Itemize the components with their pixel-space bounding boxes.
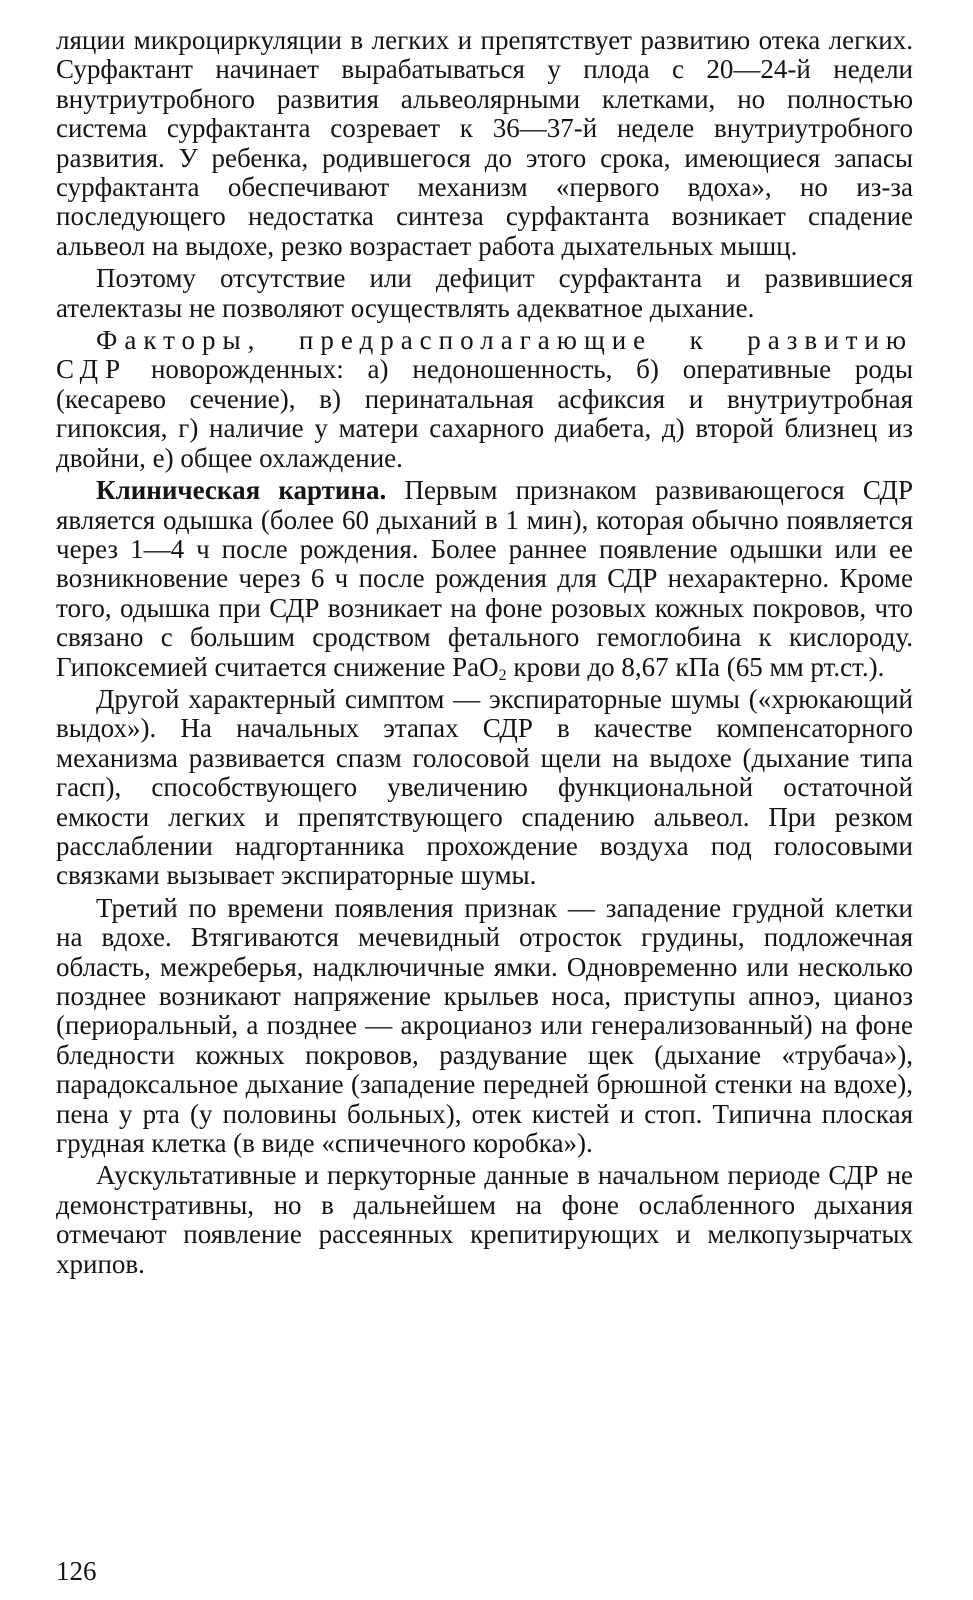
paragraph-auscultation: Аускультативные и перкуторные данные в начальном периоде СДР не демонстративны, но в дальнейшем на фоне ослабленного дыхания отмечают появление рассеянных крепитирующих и мелкопузырчатых хрипов. [56,1160,913,1279]
clinical-picture-heading: Клиническая картина. [96,475,387,506]
paragraph-chest-retraction: Третий по времени появления признак — западение грудной клетки на вдохе. Втягиваются мечевидный отросток грудины, подложечная область, межреберья, надключичные ямки. Одновременно или несколько позднее возникают напряжение крыльев носа, приступы апноэ, цианоз (периоральный, а позднее — акроцианоз или генерализованный) на фоне бледности кожных покровов, раздувание щек (дыхание «трубача»), парадоксальное дыхание (западение передней брюшной стенки на вдохе), пена у рта (у половины больных), отек кистей и стоп. Типична плоская грудная клетка (в виде «спичечного коробка»). [56,892,913,1159]
paragraph-surfactant-deficit: Поэтому отсутствие или дефицит сурфактанта и развившиеся ателектазы не позволяют осуществлять адекватное дыхание. [56,263,913,323]
page-body [56,26,913,1279]
risk-factors-text: новорожденных: а) недоношенность, б) оперативные роды (кесарево сечение), в) перинатальная асфиксия и внутриутробная гипоксия, г) наличие у матери сахарного диабета, д) второй близнец из двойни, е) общее охлаждение. [56,354,913,473]
paragraph-risk-factors [56,326,913,473]
paragraph-clinical-picture [56,476,913,682]
pao2-subscript: 2 [498,666,507,684]
paragraph-surfactant-continuation: ляции микроциркуляции в легких и препятствует развитию отека легких. Сурфактант начинает вырабатываться у плода с 20—24-й недели внутриутробного развития альвеолярными клетками, но полностью система сурфактанта созревает к 36—37-й неделе внутриутробного развития. У ребенка, родившегося до этого срока, имеющиеся запасы сурфактанта обеспечивают механизм «первого вдоха», но из-за последующего недостатка синтеза сурфактанта возникает спадение альвеол на выдохе, резко возрастает работа дыхательных мышц. [56,25,913,261]
page-number: 126 [56,1556,97,1586]
risk-factors-lead: Факторы, предрасполагающие к развитию СДР [56,325,913,385]
clinical-picture-text: Первым признаком развивающегося СДР является одышка (более 60 дыханий в 1 мин), которая обычно появляется через 1—4 ч после рождения. Более раннее появление одышки или ее возникновение через 6 ч после рождения для СДР нехарактерно. Кроме того, одышка при СДР возникает на фоне розовых кожных покровов, что связано с большим сродством фетального гемоглобина к кислороду. Гипоксемией считается снижение PaO [56,475,913,682]
paragraph-expiratory-noise: Другой характерный симптом — экспираторные шумы («хрюкающий выдох»). На начальных этапах СДР в качестве компенсаторного механизма развивается спазм голосовой щели на выдохе (дыхание типа гасп), способствующего увеличению функциональной остаточной емкости легких и препятствующего спадению альвеол. При резком расслаблении надгортанника прохождение воздуха под голосовыми связками вызывает экспираторные шумы. [56,683,913,891]
clinical-picture-tail: крови до 8,67 кПа (65 мм рт.ст.). [506,651,885,682]
